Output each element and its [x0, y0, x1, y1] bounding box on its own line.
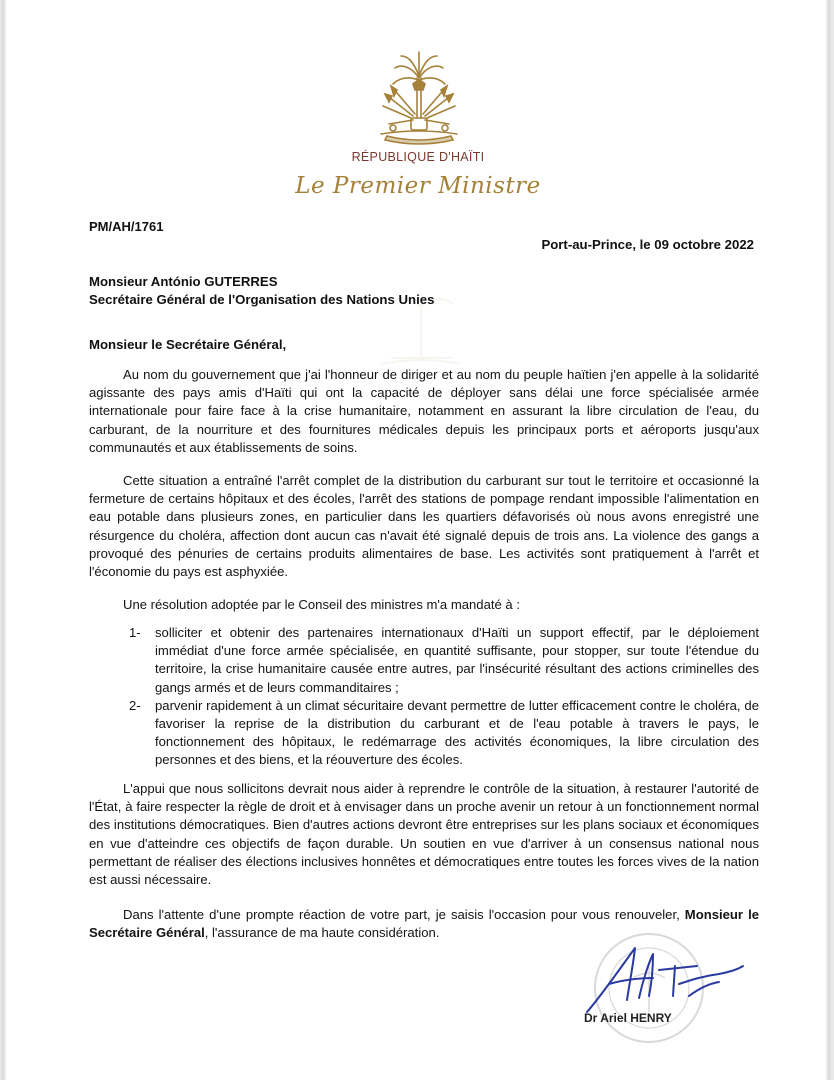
page-edge-right — [825, 0, 829, 1080]
recipient-name: Monsieur António GUTERRES — [89, 274, 278, 289]
list-item-number: 1- — [129, 625, 141, 640]
paragraph-3 — [89, 596, 759, 614]
list-item-number: 2- — [129, 697, 141, 713]
paragraph-4 — [89, 780, 759, 889]
paragraph-4-text: L'appui que nous sollicitons devrait nous aider à reprendre le contrôle de la situation, à restaurer l'autorité de l'État, à faire respecter la règle de droit et à envisager dans un proche avenir un retour à un fonctionnement normal des institutions démocratiques. Bien d'autres actions devront être entreprises sur les plans sociaux et économiques en vue d'atteindre ces objectifs de façon durable. Un soutien en vue d'arriver à un consensus national nous permettant de réaliser des élections inclusives honnêtes et démocratiques entre toutes les forces vives de la nation est aussi nécessaire. — [89, 781, 759, 888]
list-item-text: parvenir rapidement à un climat sécuritaire devant permettre de lutter efficacement contre le choléra, de favoriser la reprise de la distribution du carburant et de l'eau potable à travers le pays, le fonctionnement des hôpitaux, le redémarrage des activités économiques, la libre circulation des personnes et des biens, et la réouverture des écoles. — [155, 697, 759, 768]
paragraph-1 — [89, 366, 759, 457]
reference-number: PM/AH/1761 — [89, 219, 164, 234]
paragraph-5-end: , l'assurance de ma haute considération. — [204, 925, 440, 941]
letter-page — [3, 0, 829, 1080]
salutation: Monsieur le Secrétaire Général, — [89, 337, 287, 352]
country-heading: RÉPUBLIQUE D'HAÏTI — [351, 150, 485, 164]
place-date: Port-au-Prince, le 09 octobre 2022 — [541, 237, 754, 252]
resolution-list — [89, 624, 759, 770]
list-item — [89, 697, 759, 770]
paragraph-5-start: Dans l'attente d'une prompte réaction de votre part, je saisis l'occasion pour vous renouveler, — [123, 907, 680, 922]
recipient-block — [89, 273, 434, 309]
list-item — [89, 624, 759, 697]
signer-name: Dr Ariel HENRY — [584, 1011, 672, 1025]
paragraph-1-text: Au nom du gouvernement que j'ai l'honneur de diriger et au nom du peuple haïtien j'en appelle à la solidarité agissante des pays amis d'Haïti qui ont la capacité de déployer sans délai une force spécialisée armée internationale pour faire face à la crise humanitaire, notamment en assurant la libre circulation de l'eau, du carburant, de la nourriture et des fournitures médicales depuis les principaux ports et aéroports jusqu'aux communautés et aux établissements de soins. — [89, 367, 759, 455]
paragraph-5-bold: Monsieur le Secrétaire Général — [89, 907, 759, 941]
office-heading: Le Premier Ministre — [295, 173, 541, 199]
paragraph-3-text: Une résolution adoptée par le Conseil des ministres m'a mandaté à : — [123, 597, 520, 612]
recipient-title: Secrétaire Général de l'Organisation des Nations Unies — [89, 292, 435, 307]
list-item-text: solliciter et obtenir des partenaires internationaux d'Haïti un support effectif, par le déploiement immédiat d'une force armée spécialisée, en quantité suffisante, pour stopper, sur toute l'étendue du territoire, la crise humanitaire causée entre autres, par l'insécurité résultant des actions criminelles des gangs armés et de leurs commanditaires ; — [155, 625, 759, 695]
paragraph-2 — [89, 472, 759, 581]
signature-icon — [579, 940, 749, 1020]
page-edge-left — [3, 0, 7, 1080]
coat-of-arms-icon — [367, 48, 471, 148]
paragraph-2-text: Cette situation a entraîné l'arrêt complet de la distribution du carburant sur tout le territoire et occasionné la fermeture de certains hôpitaux et des écoles, l'arrêt des stations de pompage rendant impossible l'alimentation en eau potable dans plusieurs zones, en particulier dans les quartiers défavorisés où nous avons enregistré une résurgence du choléra, affection dont aucun cas n'avait été signalé depuis de trois ans. La violence des gangs a provoqué des pénuries de certains produits alimentaires de base. Les activités sont pratiquement à l'arrêt et l'économie du pays est asphyxiée. — [89, 473, 759, 580]
